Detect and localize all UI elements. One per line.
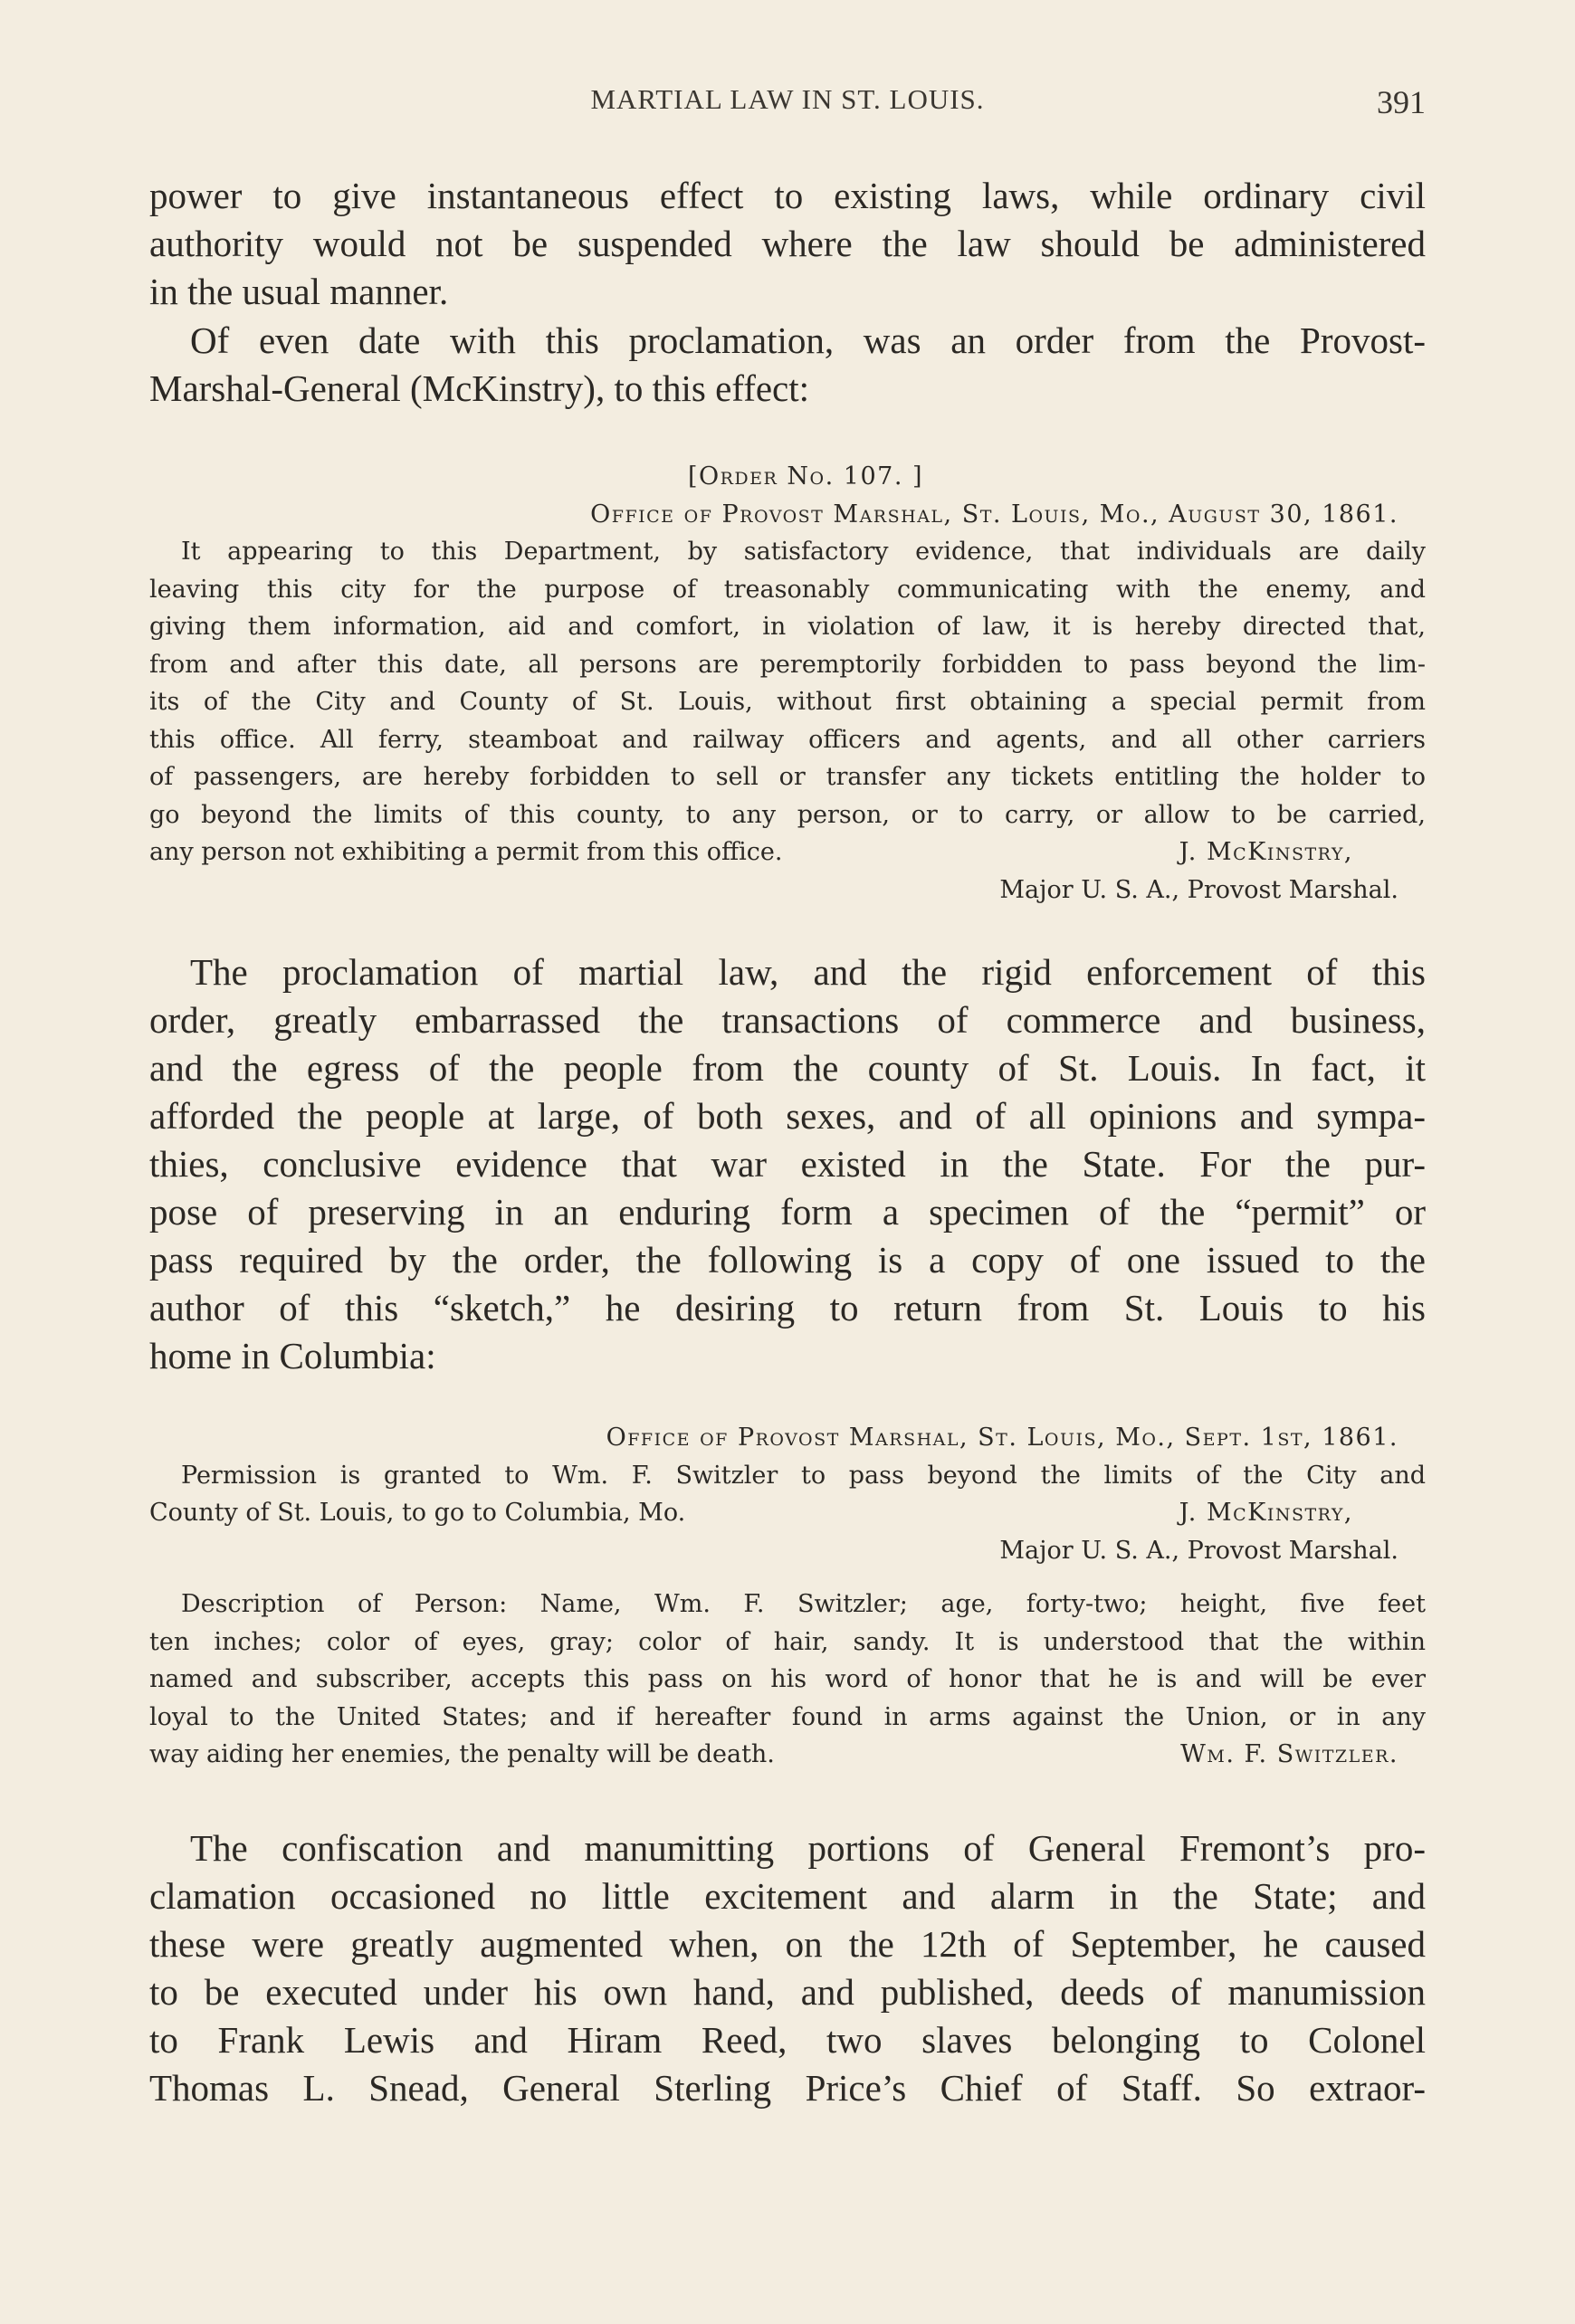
text-line: to Frank Lewis and Hiram Reed, two slaves belonging to Colonel: [149, 2019, 1426, 2061]
order-last-line: [149, 833, 1426, 872]
description-block: [149, 1586, 1426, 1774]
text-line: The proclamation of martial law, and the rigid enforcement of this: [190, 951, 1426, 993]
order-text-line: its of the City and County of St. Louis, without first obtaining a special permit from: [149, 688, 1426, 716]
text-line: authority would not be suspended where the law should be administered: [149, 223, 1426, 264]
text-line: order, greatly embarrassed the transactions of commerce and business,: [149, 999, 1426, 1041]
order-signature-title: Major U. S. A., Provost Marshal.: [999, 875, 1398, 904]
description-line: named and subscriber, accepts this pass on his word of honor that he is and will be ever: [149, 1665, 1426, 1693]
text-line: in the usual manner.: [149, 271, 449, 312]
text-line: power to give instantaneous effect to existing laws, while ordinary civil: [149, 175, 1426, 216]
text-line: clamation occasioned no little excitement and alarm in the State; and: [149, 1875, 1426, 1917]
text-line: Of even date with this proclamation, was an order from the Provost-: [190, 319, 1426, 361]
text-line: Thomas L. Snead, General Sterling Price’s Chief of Staff. So extraor-: [149, 2067, 1426, 2109]
permit-signature-line: [149, 1494, 1426, 1532]
description-line: way aiding her enemies, the penalty will be death.: [149, 1740, 775, 1768]
order-text-line: go beyond the limits of this county, to any person, or to carry, or allow to be carried,: [149, 800, 1426, 829]
paragraph-martial-law: [149, 948, 1426, 1380]
order-signature: J. McKinstry,: [1179, 838, 1353, 866]
description-line: Description of Person: Name, Wm. F. Switzler; age, forty-two; height, five feet: [181, 1590, 1426, 1618]
text-line: to be executed under his own hand, and published, deeds of manumission: [149, 1971, 1426, 2013]
permit-text-line: County of St. Louis, to go to Columbia, Mo.: [149, 1499, 686, 1527]
permit-text-line: Permission is granted to Wm. F. Switzler to pass beyond the limits of the City and: [181, 1461, 1426, 1490]
text-line: afforded the people at large, of both sexes, and of all opinions and sympa-: [149, 1095, 1426, 1137]
text-line: pose of preserving in an enduring form a specimen of the “permit” or: [149, 1191, 1426, 1233]
text-line: and the egress of the people from the county of St. Louis. In fact, it: [149, 1047, 1426, 1089]
permit-signature: J. McKinstry,: [1179, 1499, 1353, 1527]
text-line: author of this “sketch,” he desiring to return from St. Louis to his: [149, 1287, 1426, 1329]
permit-office-text: Office of Provost Marshal, St. Louis, Mo., Sept. 1st, 1861.: [606, 1424, 1398, 1452]
text-line: home in Columbia:: [149, 1335, 436, 1376]
paragraph-order-intro: [149, 317, 1426, 413]
order-text-line: of passengers, are hereby forbidden to sell or transfer any tickets entitling the holder to: [149, 763, 1426, 791]
order-text-line: It appearing to this Department, by satisfactory evidence, that individuals are daily: [181, 538, 1426, 566]
order-title: [Order No. 107. ]: [687, 462, 924, 491]
order-text-line: this office. All ferry, steamboat and railway officers and agents, and all other carriers: [149, 725, 1426, 754]
permit-block: [149, 1419, 1426, 1569]
text-line: pass required by the order, the following is a copy of one issued to the: [149, 1239, 1426, 1281]
order-text-line: leaving this city for the purpose of treasonably communicating with the enemy, and: [149, 575, 1426, 604]
order-text-line: from and after this date, all persons are peremptorily forbidden to pass beyond the lim-: [149, 650, 1426, 679]
text-line: these were greatly augmented when, on the 12th of September, he caused: [149, 1923, 1426, 1965]
paragraph-fremont: [149, 1824, 1426, 2112]
description-line: loyal to the United States; and if hereafter found in arms against the Union, or in any: [149, 1702, 1426, 1731]
order-office-line: [149, 496, 1426, 534]
description-last-line: [149, 1736, 1426, 1774]
text-line: Marshal-General (McKinstry), to this effect:: [149, 367, 810, 409]
description-line: ten inches; color of eyes, gray; color of hair, sandy. It is understood that the within: [149, 1627, 1426, 1656]
page-number: 391: [1377, 84, 1426, 120]
order-text-line: any person not exhibiting a permit from this office.: [149, 838, 783, 866]
order-107-block: [149, 458, 1426, 909]
order-office-text: Office of Provost Marshal, St. Louis, Mo., August 30, 1861.: [590, 500, 1398, 529]
text-line: The confiscation and manumitting portions of General Fremont’s pro-: [190, 1827, 1426, 1869]
permit-office-line: [149, 1419, 1426, 1457]
permit-signature-title: Major U. S. A., Provost Marshal.: [999, 1536, 1398, 1565]
running-title: MARTIAL LAW IN ST. LOUIS.: [590, 83, 985, 115]
paragraph-continuation: [149, 172, 1426, 316]
text-line: thies, conclusive evidence that war existed in the State. For the pur-: [149, 1143, 1426, 1185]
order-text-line: giving them information, aid and comfort, in violation of law, it is hereby directed that,: [149, 613, 1426, 641]
page-header: [149, 83, 1426, 129]
description-signature: Wm. F. Switzler.: [1180, 1740, 1398, 1768]
